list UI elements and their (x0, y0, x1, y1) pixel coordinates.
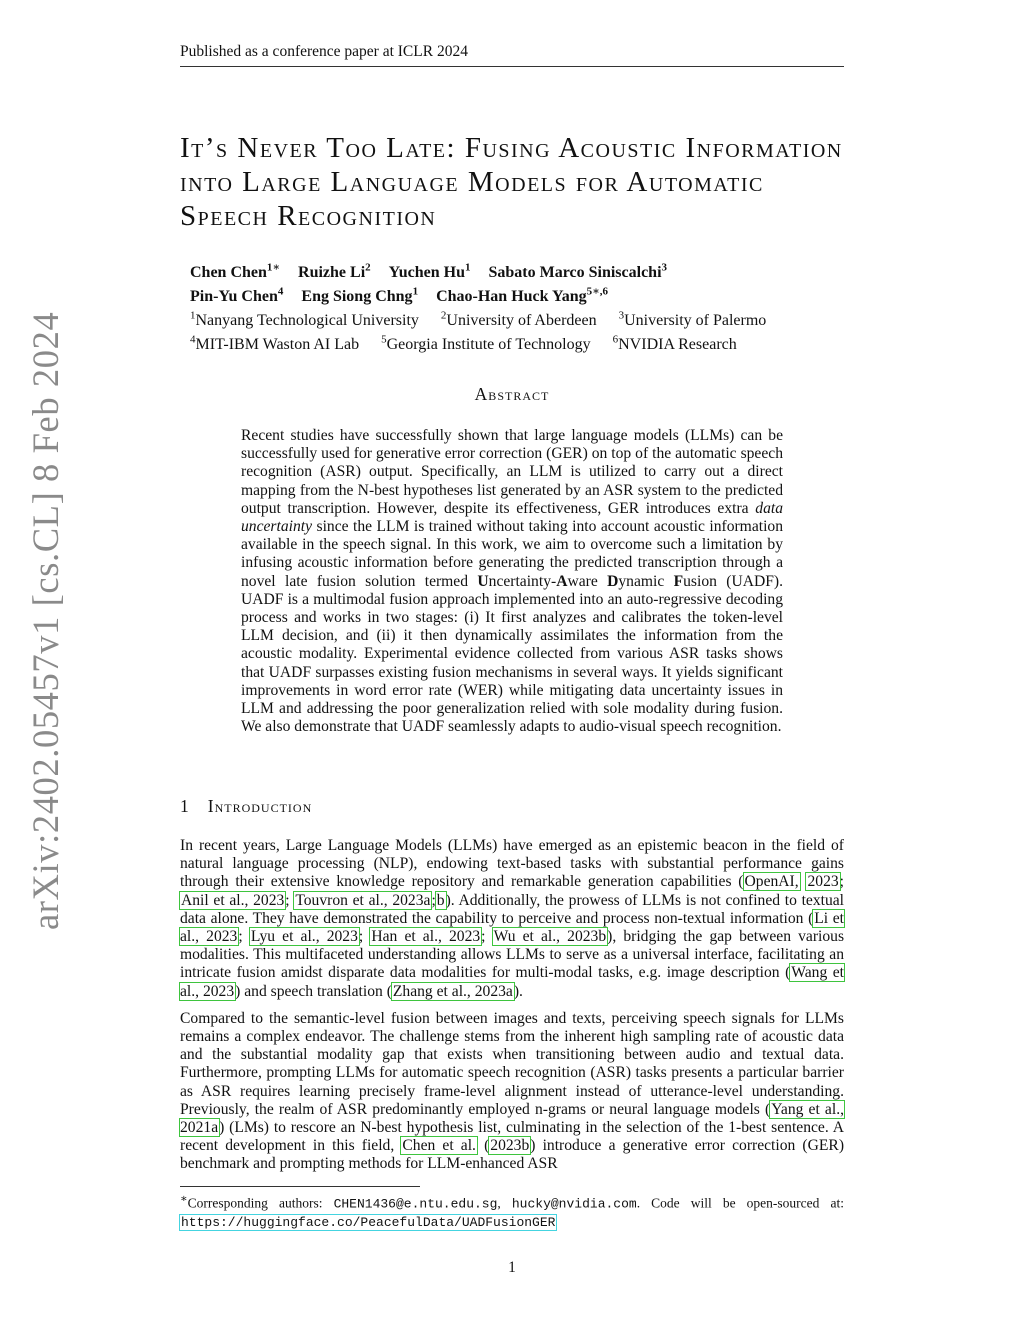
page-number: 1 (508, 1259, 516, 1276)
author-block (190, 259, 830, 354)
author-name: Sabato Marco Siniscalchi$^3$ (488, 262, 668, 282)
citation-link[interactable]: Li et al., 2023 (180, 909, 844, 946)
affiliation-line-1 (190, 307, 830, 331)
paragraph: In recent years, Large Language Models (LLMs) have emerged as an epistemic beacon in the field of natural language processing (NLP), endowing text-based tasks with substantial performance gains through their extensive knowledge repository and remarkable generation capabilities (OpenAI, 2023; Anil et al., 2023; Touvron et al., 2023a;b). Additionally, the prowess of LLMs is not confined to textual data alone. They have demonstrated the capability to perceive and process non-textual information (Li et al., 2023; Lyu et al., 2023; Han et al., 2023; Wu et al., 2023b), bridging the gap between various modalities. This multifaceted understanding allows LLMs to serve as a universal interface, facilitating an intricate fusion amidst disparate data modalities for multi-modal tasks, e.g. image description (Wang et al., 2023) and speech translation (Zhang et al., 2023a). (180, 837, 845, 1000)
citation-link[interactable]: Han et al., 2023 (371, 928, 481, 946)
affiliation: $^6$NVIDIA Research (612, 333, 737, 353)
author-line-1 (190, 259, 830, 283)
abstract-text: Recent studies have successfully shown that large language models (LLMs) can be successfully used for generative error correction (GER) on top of the automatic speech recognition (ASR) output. Specifically, an LLM is utilized to carry out a direct mapping from the N-best hypotheses list generated by an ASR system to the predicted output transcription. However, despite its effectiveness, GER introduces extra data uncertainty since the LLM is trained without taking into account acoustic information available in the speech signal. In this work, we aim to overcome such a limitation by infusing acoustic information before generating the predicted transcription through a novel late fusion solution termed Uncertainty-Aware Dynamic Fusion (UADF). UADF is a multimodal fusion approach implemented into an auto-regressive decoding process and works in two stages: (i) It first analyzes and calibrates the token-level LLM decision, and (ii) it then dynamically assimilates the information from the acoustic modality. Experimental evidence collected from various ASR tasks shows that UADF surpasses existing fusion mechanisms in several ways. It yields significant improvements in word error rate (WER) while mitigating data uncertainty issues in LLM and addressing the poor generalization relied with sole modality during fusion. We also demonstrate that UADF seamlessly adapts to audio-visual speech recognition. (241, 427, 783, 736)
author-name: Eng Siong Chng$^1$ (301, 285, 419, 306)
affiliation: $^5$Georgia Institute of Technology (381, 333, 591, 353)
affiliation: $^2$University of Aberdeen (440, 309, 597, 329)
citation-link[interactable]: Anil et al., 2023 (181, 891, 285, 909)
author-name: Ruizhe Li$^2$ (298, 262, 371, 282)
citation-link[interactable]: 2023b (490, 1137, 530, 1155)
paragraph: Compared to the semantic-level fusion between images and texts, perceiving speech signals for LLMs remains a complex endeavor. The challenge stems from the inherent high sampling rate of acoustic data and the substantial modality gap that exists when transitioning between audio and textual data. Furthermore, prompting LLMs for automatic speech recognition (ASR) tasks presents a particular barrier as ASR requires learning precisely frame-level alignment instead of utterance-level understanding. Previously, the realm of ASR predominantly employed n-grams or neural language models (Yang et al., 2021a) (LMs) to rescore an N-best hypothesis list, culminating in the selection of the 1-best sentence. A recent development in this field, Chen et al. (2023b) introduce a generative error correction (GER) benchmark and prompting methods for LLM-enhanced ASR (180, 1009, 845, 1173)
introduction-body (180, 837, 844, 1183)
footnote-divider (180, 1186, 420, 1187)
author-name: Pin-Yu Chen$^4$ (190, 285, 284, 306)
citation-link[interactable]: Chen et al. (402, 1137, 476, 1155)
footnote: ∗Corresponding authors: CHEN1436@e.ntu.edu.sg, hucky@nvidia.com. Code will be open-sourced at: https://huggingface.co/PeacefulData/UADFusionGER (180, 1193, 844, 1230)
citation-link[interactable]: Wu et al., 2023b (493, 928, 607, 946)
author-name: Yuchen Hu$^1$ (388, 262, 471, 282)
author-name: Chen Chen$^{1∗}$ (190, 262, 281, 282)
paper-title: It’s Never Too Late: Fusing Acoustic Information into Large Language Models for Automatic Speech Recognition (180, 132, 843, 232)
abstract-heading: Abstract (474, 384, 550, 404)
email-link[interactable]: CHEN1436@e.ntu.edu.sg (333, 1196, 498, 1212)
author-name: Chao-Han Huck Yang$^{5∗,6}$ (436, 285, 608, 306)
arxiv-stamp: arXiv:2402.05457v1 [cs.CL] 8 Feb 2024 (25, 311, 66, 930)
author-line-2 (190, 283, 830, 307)
citation-link[interactable]: Lyu et al., 2023 (250, 928, 358, 946)
section-heading: 1 Introduction (180, 796, 313, 816)
citation-link[interactable]: Yang et al., 2021a (180, 1100, 844, 1137)
citation-link[interactable]: Wang et al., 2023 (180, 964, 844, 1000)
citation-link[interactable]: b (436, 891, 445, 909)
affiliation: $^3$University of Palermo (618, 309, 767, 329)
citation-link[interactable]: OpenAI, (744, 873, 799, 891)
citation-link[interactable]: 2023 (807, 873, 839, 891)
affiliation: $^4$MIT-IBM Waston AI Lab (190, 333, 360, 353)
affiliation: $^1$Nanyang Technological University (190, 309, 419, 329)
emphasis: data uncertainty (241, 499, 783, 536)
code-url-link[interactable]: https://huggingface.co/PeacefulData/UADFusionGER (181, 1214, 556, 1230)
running-header: Published as a conference paper at ICLR 2024 (180, 43, 844, 67)
citation-link[interactable]: Zhang et al., 2023a (392, 982, 513, 1000)
affiliation-line-2 (190, 330, 830, 354)
email-link[interactable]: hucky@nvidia.com (511, 1196, 637, 1212)
citation-link[interactable]: Touvron et al., 2023a (295, 891, 431, 909)
